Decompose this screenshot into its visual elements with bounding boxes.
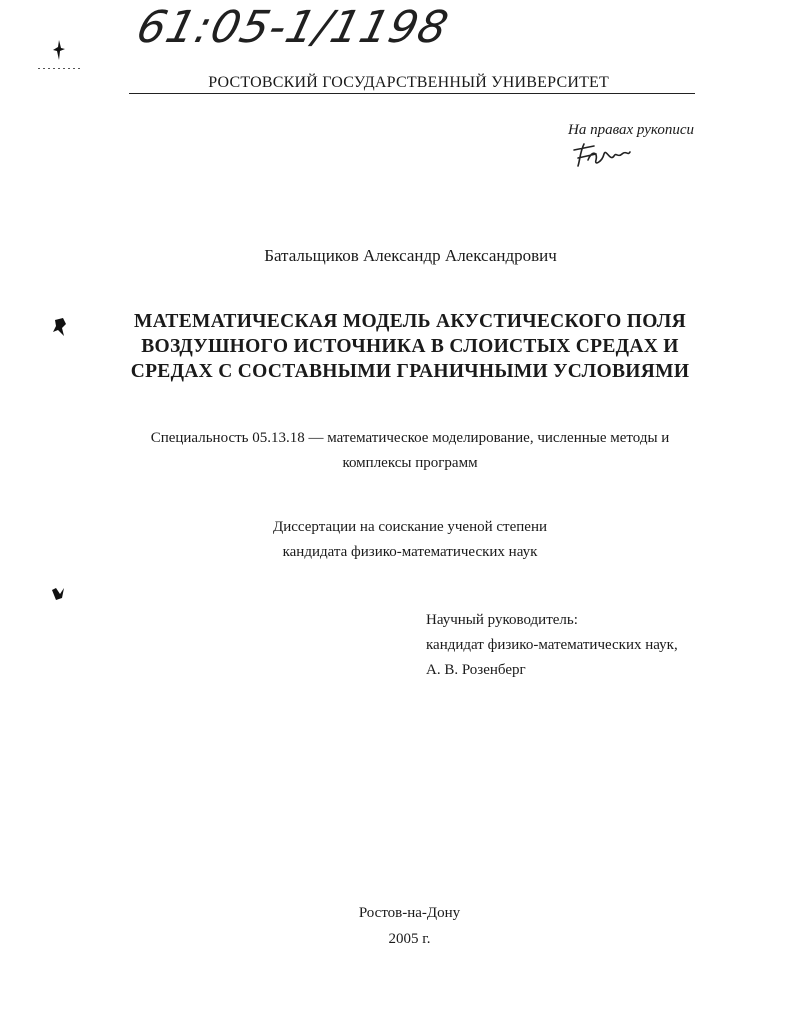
university-name: РОСТОВСКИЙ ГОСУДАРСТВЕННЫЙ УНИВЕРСИТЕТ [208,74,609,91]
university-header [129,74,695,94]
title-line: ВОЗДУШНОГО ИСТОЧНИКА В СЛОИСТЫХ СРЕДАХ И [141,336,679,357]
specialty-line: Специальность 05.13.18 — математическое моделирование, численные методы и [150,430,670,446]
scan-mark-icon [52,40,66,60]
advisor-title: кандидат физико-математических наук, [426,637,678,653]
degree-line: Диссертации на соискание ученой степени [272,519,548,535]
archive-number: 61:05-1/1198 [131,2,454,53]
signature-icon [570,140,634,170]
degree-line: кандидата физико-математических наук [282,544,538,560]
advisor-name: А. В. Розенберг [426,662,526,678]
dotted-mark [38,68,82,69]
degree-statement [200,515,620,565]
year: 2005 г. [388,931,431,947]
manuscript-note: На правах рукописи [568,122,694,138]
city: Ростов-на-Дону [358,905,461,921]
author-name: Батальщиков Александр Александрович [264,246,557,265]
dissertation-title [100,309,720,384]
advisor-block [426,608,678,683]
scan-mark-icon [50,586,66,602]
specialty-line: комплексы программ [342,455,478,471]
title-line: МАТЕМАТИЧЕСКАЯ МОДЕЛЬ АКУСТИЧЕСКОГО ПОЛЯ [134,311,686,332]
specialty [130,426,690,476]
title-line: СРЕДАХ С СОСТАВНЫМИ ГРАНИЧНЫМИ УСЛОВИЯМИ [130,361,690,382]
scan-mark-icon [52,318,68,336]
advisor-label: Научный руководитель: [426,612,578,628]
footer [0,900,793,952]
